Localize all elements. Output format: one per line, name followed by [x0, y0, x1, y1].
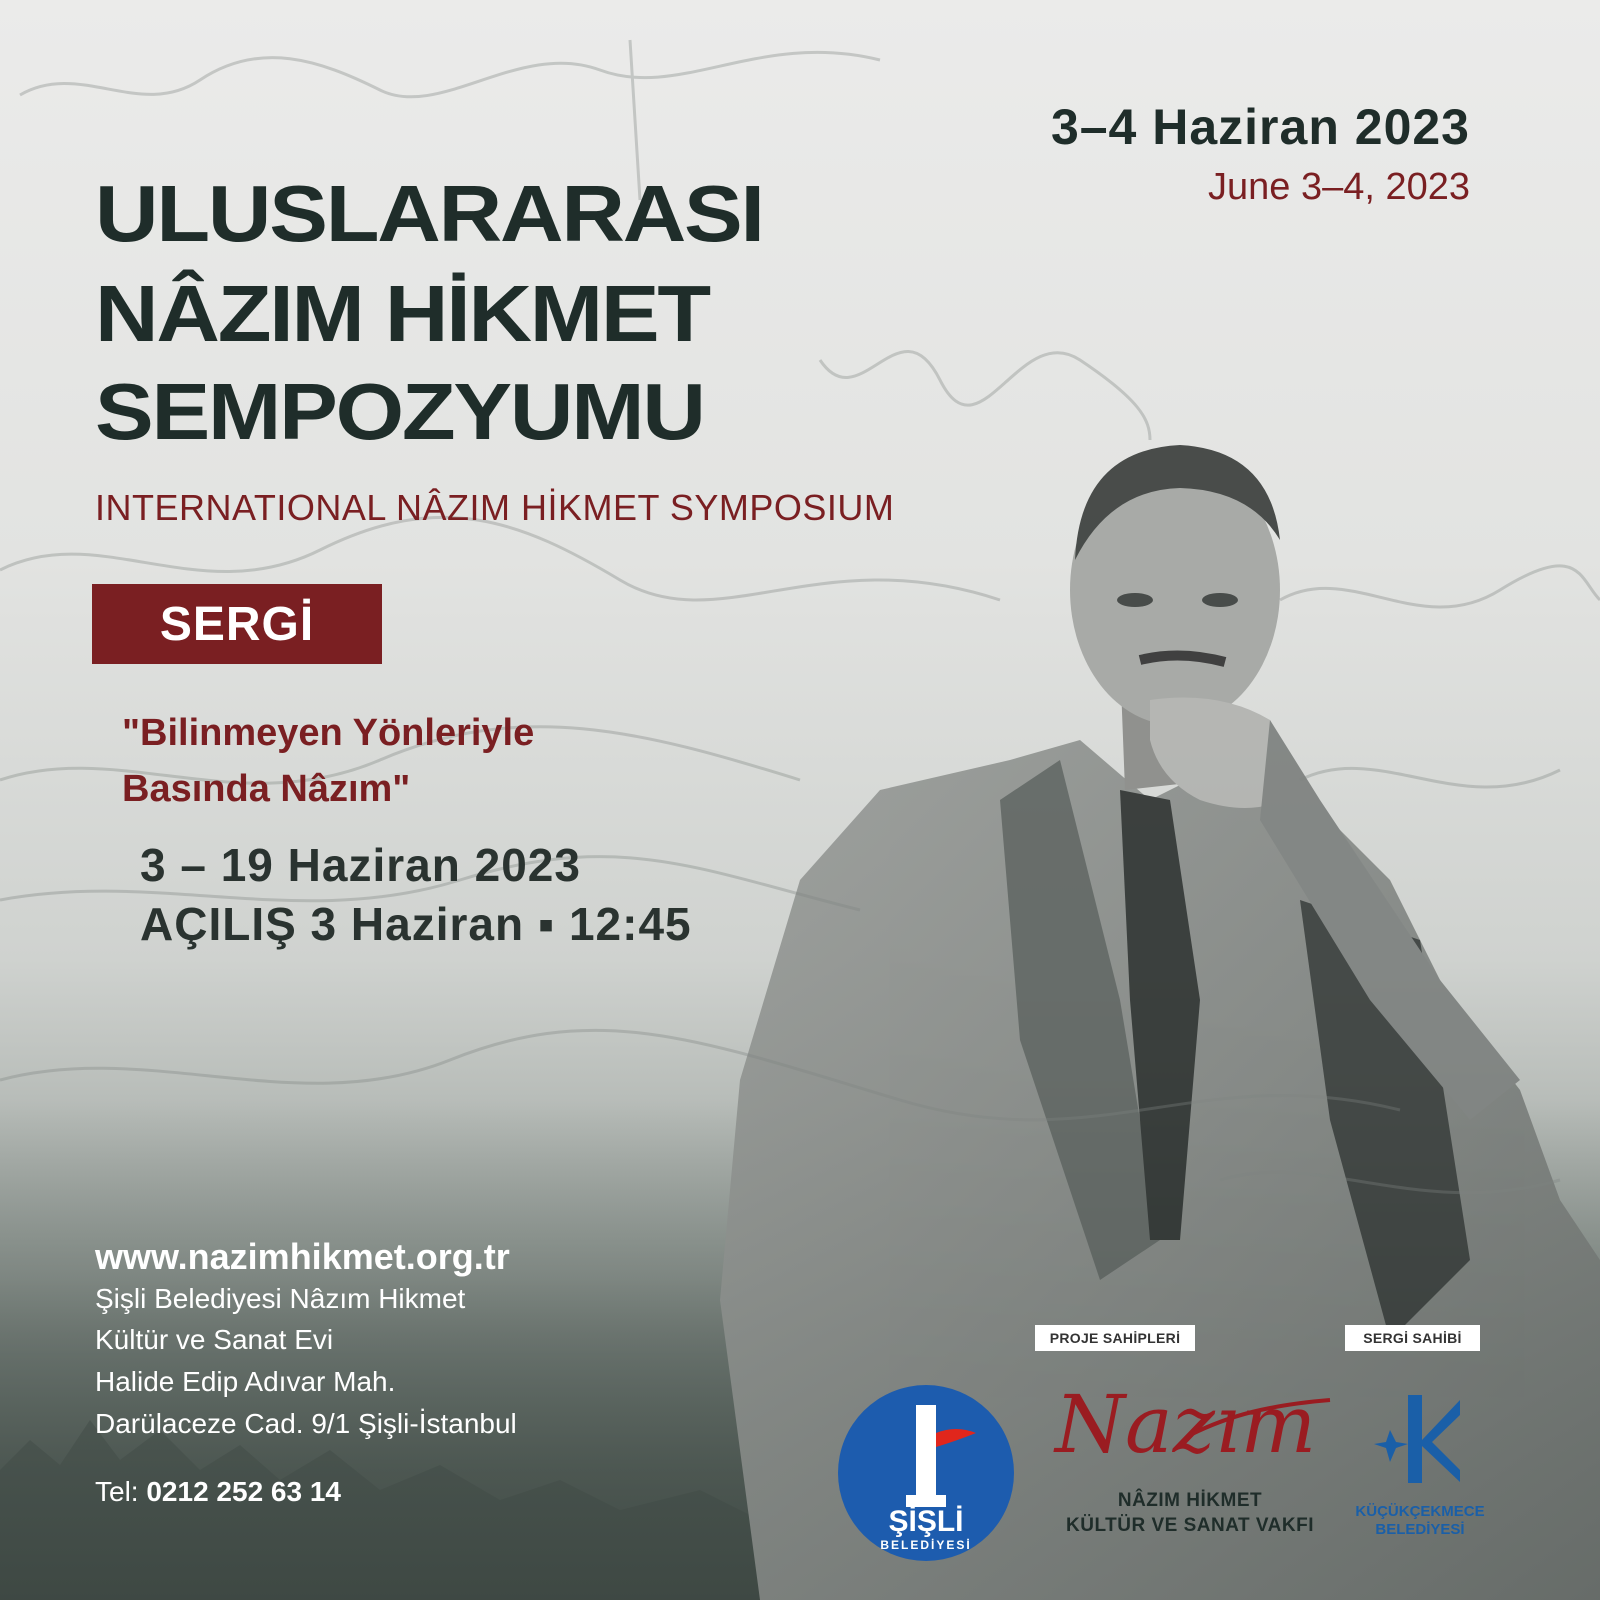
vakif-line-1: NÂZIM HİKMET [1117, 1490, 1263, 1511]
subtitle-en: INTERNATIONAL NÂZIM HİKMET SYMPOSIUM [95, 487, 895, 528]
exhibition-opening: AÇILIŞ 3 Haziran ▪ 12:45 [140, 898, 692, 950]
exhibition-badge: SERGİ [92, 584, 382, 664]
address-line-4: Darülaceze Cad. 9/1 Şişli-İstanbul [95, 1408, 517, 1439]
exhibition-owner-tag: SERGİ SAHİBİ [1345, 1325, 1480, 1351]
address-line-1: Şişli Belediyesi Nâzım Hikmet [95, 1283, 466, 1314]
tower-icon [916, 1405, 936, 1500]
sisli-logo [836, 1383, 1016, 1563]
kc-line-2: BELEDİYESİ [1375, 1521, 1465, 1538]
event-date-en: June 3–4, 2023 [1207, 166, 1470, 208]
kc-line-1: KÜÇÜKÇEKMECE [1355, 1503, 1485, 1520]
exhibition-dates: 3 – 19 Haziran 2023 [140, 839, 581, 891]
signature-flourish [1190, 1395, 1340, 1455]
tel-number: 0212 252 63 14 [146, 1476, 341, 1507]
sisli-logo-line2: BELEDİYESİ [880, 1538, 972, 1552]
star-icon [1374, 1430, 1408, 1462]
project-owners-tag: PROJE SAHİPLERİ [1035, 1325, 1195, 1351]
website-link[interactable]: www.nazimhikmet.org.tr [95, 1236, 510, 1277]
exhibition-title-line-2: Basında Nâzım" [122, 768, 411, 810]
telephone [95, 1476, 341, 1508]
exhibition-title-line-1: "Bilinmeyen Yönleriyle [122, 712, 535, 754]
sisli-logo-line1: ŞİŞLİ [888, 1505, 964, 1538]
title-line-2: NÂZIM HİKMET [95, 269, 709, 358]
tel-label: Tel: [95, 1476, 139, 1507]
vakif-line-2: KÜLTÜR VE SANAT VAKFI [1066, 1515, 1314, 1536]
event-date-tr: 3–4 Haziran 2023 [1050, 99, 1470, 155]
title-line-1: ULUSLARARASI [95, 169, 763, 258]
address-line-3: Halide Edip Adıvar Mah. [95, 1366, 396, 1397]
address-line-2: Kültür ve Sanat Evi [95, 1324, 334, 1355]
vakif-signature: Nazım [1055, 1378, 1317, 1471]
kucukcekmece-logo [1370, 1390, 1470, 1490]
title-line-3: SEMPOZYUMU [95, 367, 704, 456]
